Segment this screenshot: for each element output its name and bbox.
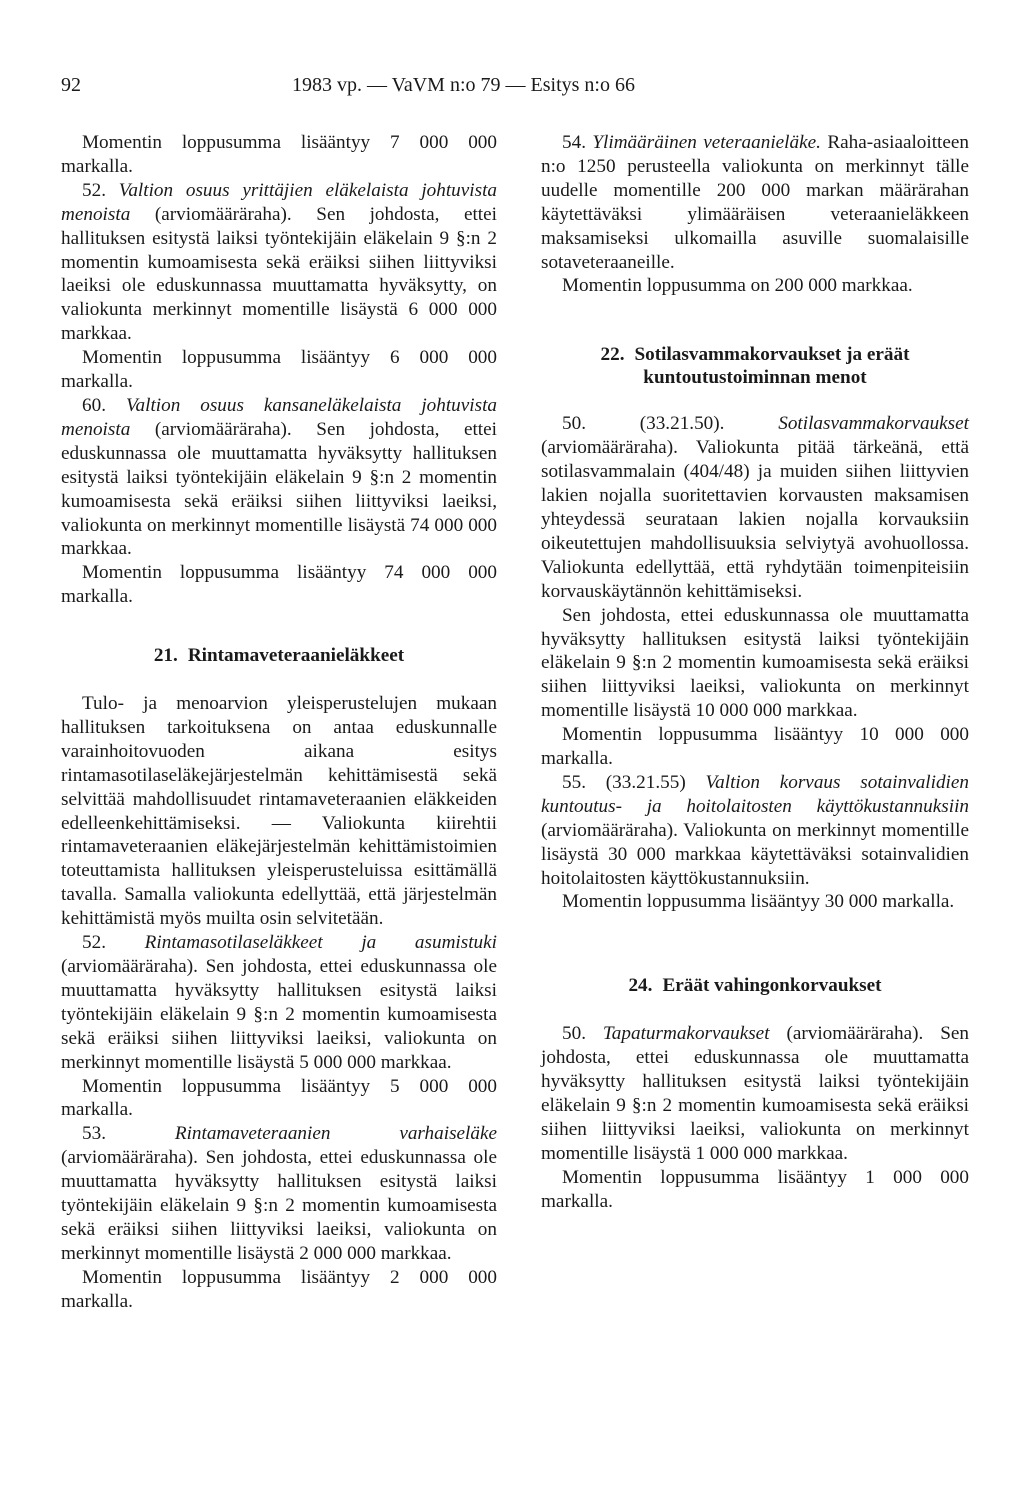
- item-title: Ylimääräinen veteraanieläke.: [592, 132, 821, 153]
- paragraph: Momentin loppusumma lisääntyy 10 000 000 markalla.: [541, 724, 969, 770]
- item-number: 60.: [82, 394, 106, 416]
- item-number: 52.: [82, 179, 106, 201]
- item-title: Sotilasvammakorvaukset: [778, 413, 969, 435]
- paragraph: Momentin loppusumma lisääntyy 7 000 000 markalla.: [61, 132, 497, 177]
- running-head: 1983 vp. — VaVM n:o 79 — Esitys n:o 66: [292, 74, 635, 96]
- item-text: (arviomääräraha). Sen johdosta, ettei eduskunnassa ole muuttamatta hyväksytty hallituksen esitystä laiksi työntekijäin eläkelain 9 §:n 2 momentin kumoamisesta sekä eräiksi siihen liittyviksi laeiksi, valiokunta on merkinnyt momentille lisäystä 2 000 000 markkaa.: [61, 1147, 497, 1264]
- item-text: (arviomääräraha). Valiokunta on merkinnyt momentille lisäystä 30 000 markkaa käytettäväksi sotainvalidien hoitolaitosten käyttökustannuksiin.: [541, 819, 969, 889]
- section-title: Eräät vahingonkorvaukset: [662, 975, 882, 997]
- page-header: [61, 74, 961, 104]
- item-number: 50.: [562, 1023, 586, 1045]
- item-number: 55. (33.21.55): [562, 771, 686, 793]
- paragraph: Momentin loppusumma lisääntyy 2 000 000 markalla.: [61, 1266, 497, 1312]
- item-text: Raha-asiaaloitteen n:o 1250 perusteella valiokunta on merkinnyt tälle uudelle momentille 200 000 markan määrärahan käytettäväksi ylimääräisen veteraanieläkkeen maksamiseksi ulkomailla asuville suomalaisille sotaveteraaneille.: [541, 132, 970, 273]
- paragraph: [541, 1022, 969, 1165]
- item-number: 54.: [562, 132, 586, 153]
- item-number: 53.: [82, 1123, 106, 1145]
- section-title: Sotilasvammakorvaukset ja eräät kuntoutustoiminnan menot: [634, 344, 910, 389]
- paragraph: [541, 131, 969, 274]
- item-text: (arviomääräraha). Valiokunta pitää tärkeänä, että sotilasvammalain (404/48) ja muiden siihen liittyvien lakien nojalla suoritettavien korvausten maksamisen yhteydessä seurataan lakien nojalla korvauksiin oikeutettujen mahdollisuuksia selviytyä avohuollossa. Valiokunta edellyttää, että ryhdytään toimenpiteisiin korvauskäytännön kehittämiseksi.: [541, 437, 969, 602]
- item-text: (arviomääräraha). Sen johdosta, ettei eduskunnassa ole muuttamatta hyväksytty hallituksen esitystä laiksi työntekijäin eläkelain 9 §:n 2 momentin kumoamisesta sekä eräiksi siihen liittyviksi laeiksi, valiokunta on merkinnyt momentille lisäystä 1 000 000 markkaa.: [541, 1023, 970, 1164]
- item-text: (arviomääräraha). Sen johdosta, ettei eduskunnassa ole muuttamatta hyväksytty hallituksen esitystä laiksi työntekijäin eläkelain 9 §:n 2 momentin kumoamisesta sekä eräiksi siihen liittyviksi laeiksi, valiokunta on merkinnyt momentille lisäystä 5 000 000 markkaa.: [61, 956, 497, 1073]
- paragraph: Sen johdosta, ettei eduskunnassa ole muuttamatta hyväksytty hallituksen esitystä laiksi työntekijäin eläkelain 9 §:n 2 momentin kumoamisesta sekä eräiksi siihen liittyviksi laeiksi, valiokunta on merkinnyt momentille lisäystä 10 000 000 markkaa.: [541, 604, 969, 722]
- section-number: 21.: [153, 645, 178, 667]
- section-number: 22.: [600, 344, 625, 366]
- paragraph: Momentin loppusumma lisääntyy 74 000 000 markalla.: [61, 562, 497, 608]
- paragraph: Momentin loppusumma lisääntyy 1 000 000 markalla.: [541, 1166, 969, 1212]
- page-number: 92: [61, 74, 81, 96]
- paragraph: [61, 1122, 497, 1265]
- item-title: Rintamaveteraanien varhaiseläke: [174, 1123, 498, 1145]
- paragraph: [61, 931, 497, 1074]
- paragraph: Momentin loppusumma lisääntyy 30 000 markalla.: [562, 891, 955, 913]
- paragraph: [541, 412, 969, 603]
- section-title: Rintamaveteraanieläkkeet: [187, 645, 405, 667]
- paragraph: Momentin loppusumma lisääntyy 5 000 000 markalla.: [61, 1075, 497, 1121]
- item-number: 50. (33.21.50).: [562, 413, 725, 435]
- left-column: [61, 131, 497, 1314]
- item-title: Tapaturmakorvaukset: [602, 1023, 770, 1045]
- item-title: Valtion osuus kansaneläkelaista johtuvista menoista: [61, 394, 498, 440]
- item-number: 52.: [82, 932, 106, 954]
- right-column: [541, 131, 969, 1214]
- section-number: 24.: [628, 975, 653, 997]
- item-text: (arviomääräraha). Sen johdosta, ettei eduskunnassa ole muuttamatta hyväksytty hallituksen esitystä laiksi työntekijäin eläkelain 9 §:n 2 momentin kumoamisesta sekä eräiksi siihen liittyviksi laeiksi, valiokunta on merkinnyt momentille lisäystä 74 000 000 markkaa.: [61, 418, 497, 560]
- paragraph: [61, 394, 497, 561]
- paragraph: Momentin loppusumma on 200 000 markkaa.: [562, 275, 913, 297]
- paragraph: [541, 771, 969, 891]
- section-heading-22: [561, 343, 949, 389]
- paragraph: Tulo- ja menoarvion yleisperustelujen mukaan hallituksen tarkoituksena on antaa eduskunnalle varainhoitovuoden aikana esitys rintamasotilaseläkejärjestelmän kehittämisestä sekä selvittää mahdollisuudet rintamaveteraanien eläkkeiden edelleenkehittämiseksi. — Valiokunta kiirehtii rintamaveteraanien eläkejärjestelmän kehittämistoimien toteuttamista hallituksen yleisperusteluissa esittämällä tavalla. Samalla valiokunta edellyttää, että järjestelmän kehittämistä myös muilta osin selvitetään.: [61, 693, 497, 930]
- paragraph: Momentin loppusumma lisääntyy 6 000 000 markalla.: [61, 347, 497, 393]
- paragraph: [61, 179, 497, 346]
- section-heading-21: [61, 644, 497, 668]
- item-title: Valtion osuus yrittäjien eläkelaista johtuvista menoista: [61, 179, 498, 225]
- item-text: (arviomääräraha). Sen johdosta, ettei hallituksen esitystä laiksi työntekijäin eläkelain 9 §:n 2 momentin kumoamisesta sekä eräiksi siihen liittyviksi laeiksi ole eduskunnassa muuttamatta hyväksytty, on valiokunta merkinnyt momentille lisäystä 6 000 000 markkaa.: [61, 203, 497, 345]
- item-title: Valtion korvaus sotainvalidien kuntoutus- ja hoitolaitosten käyttökustannuksiin: [541, 771, 969, 817]
- item-title: Rintamasotilaseläkkeet ja asumistuki: [144, 932, 498, 954]
- section-heading-24: [541, 974, 969, 998]
